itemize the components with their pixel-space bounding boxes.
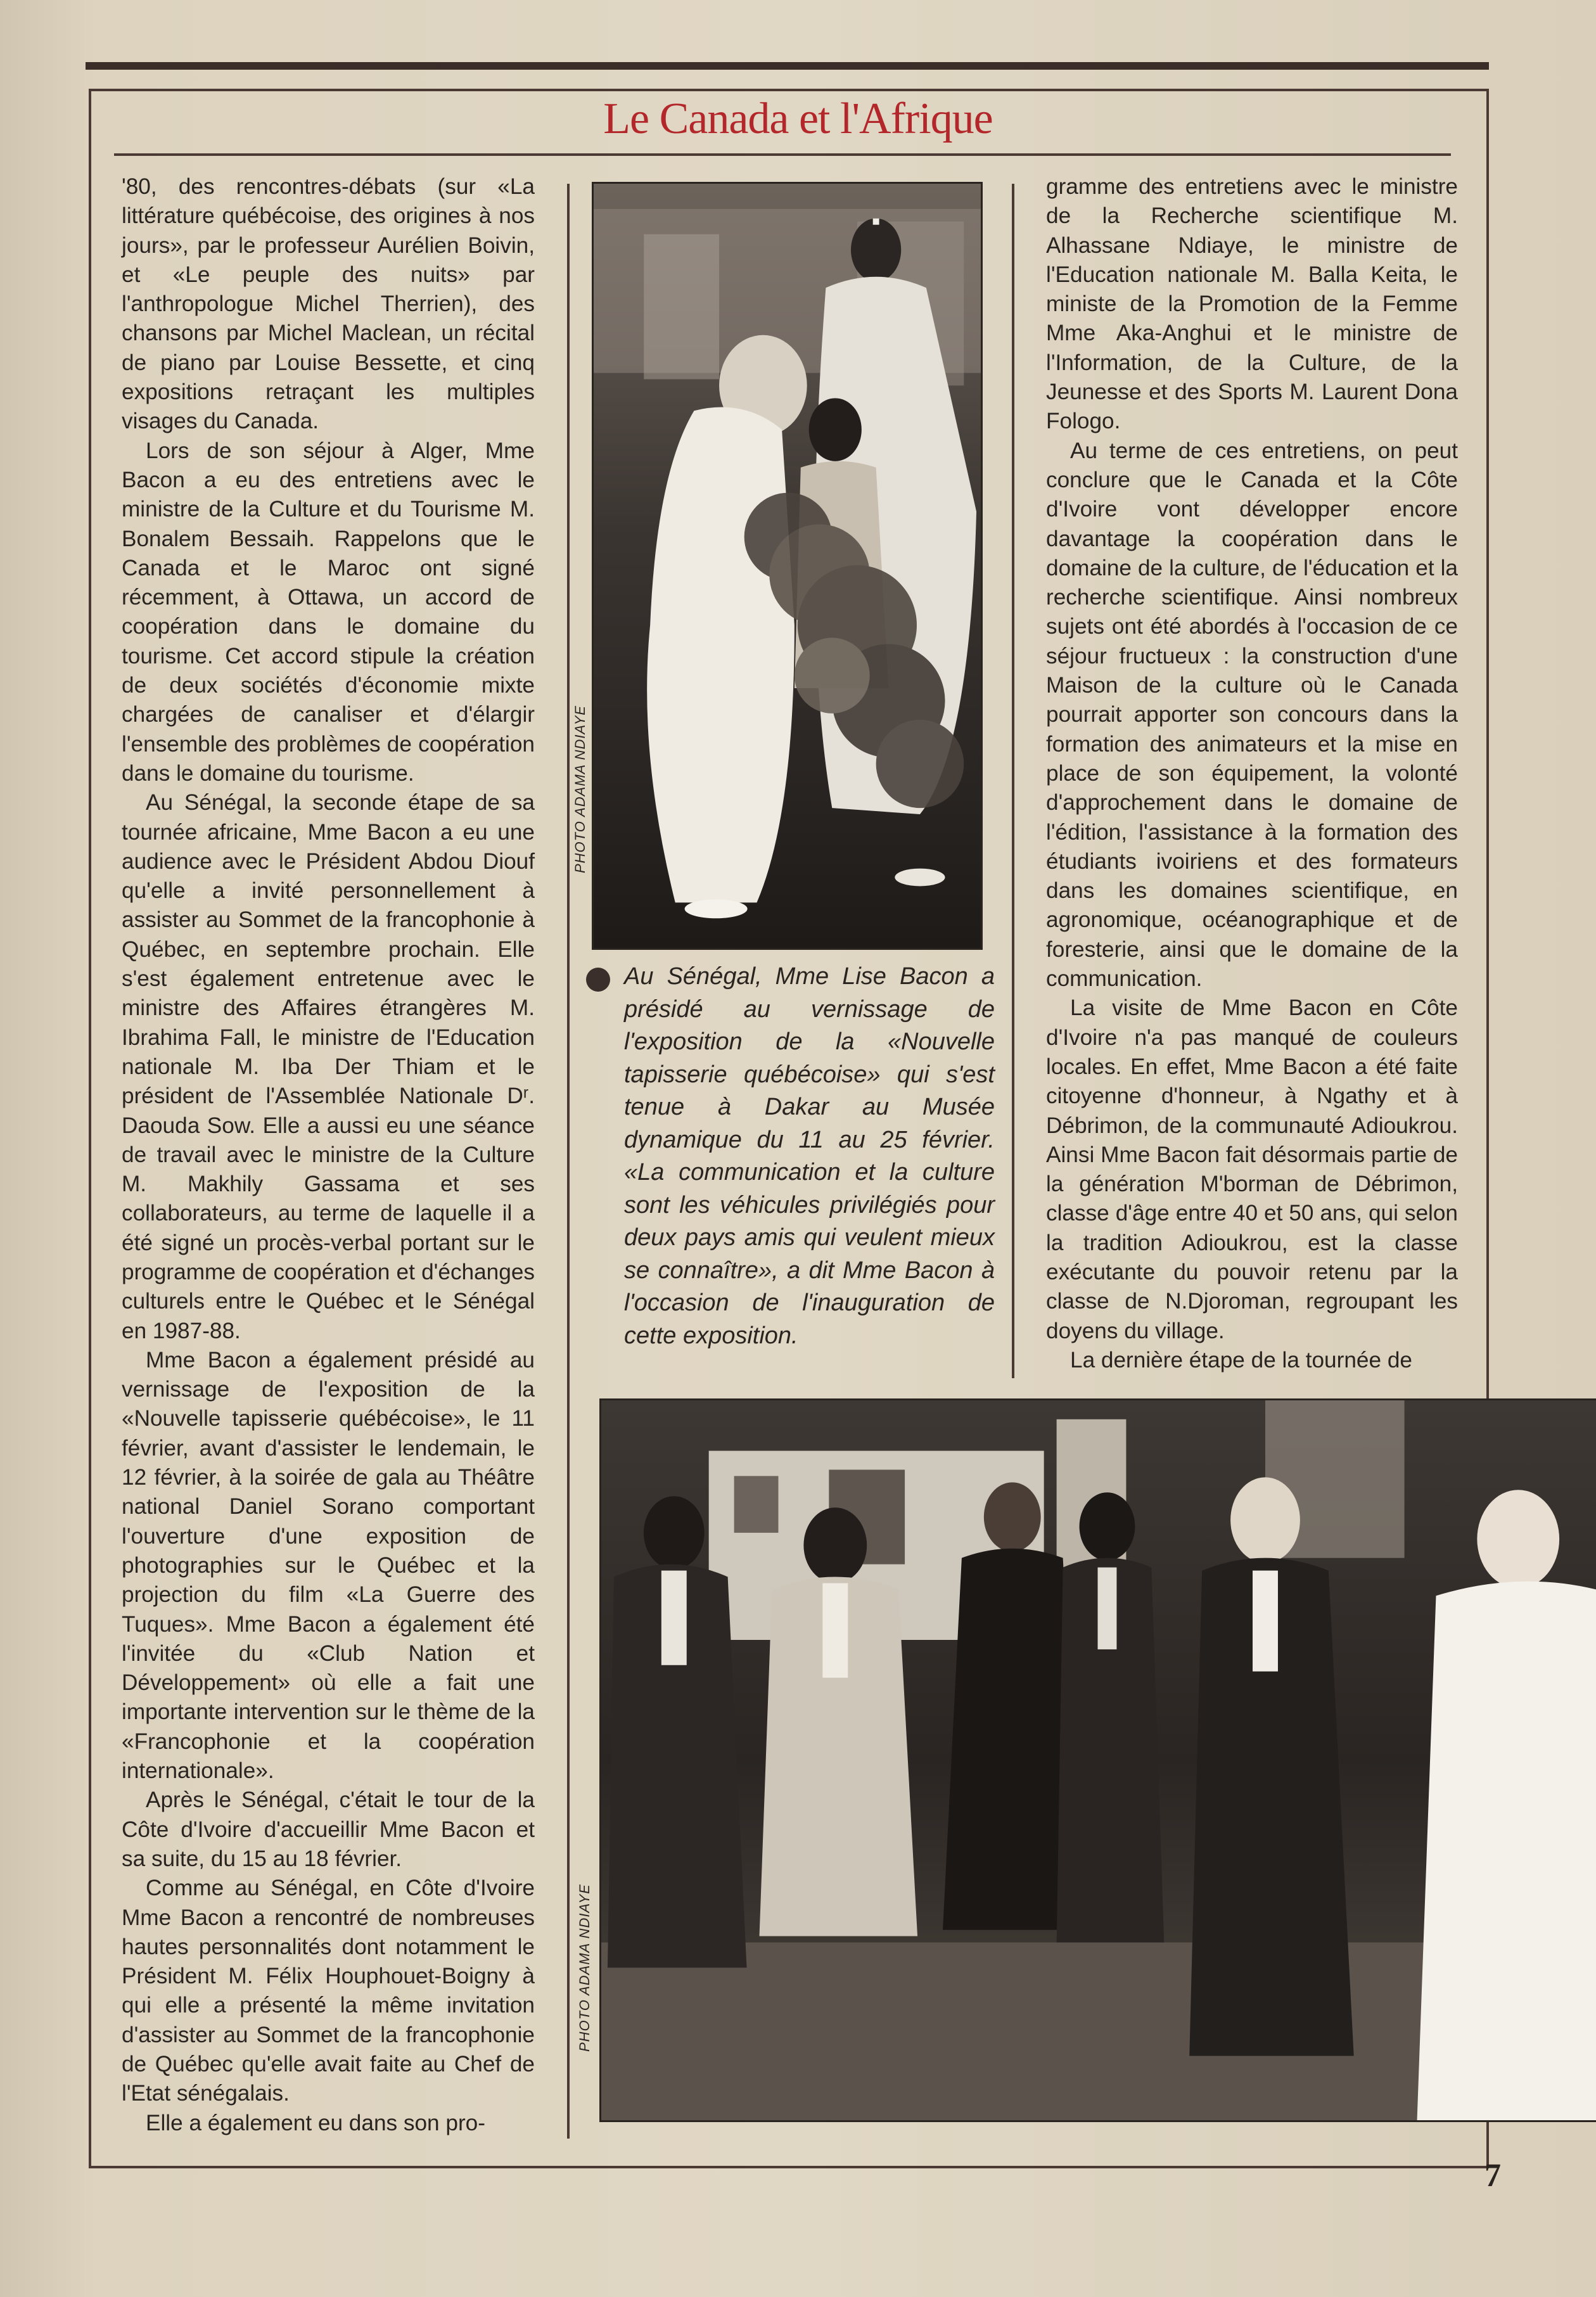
paragraph: La visite de Mme Bacon en Côte d'Ivoire n'a pas manqué de couleurs locales. En effet, Mme Bacon a été faite citoyenne d'honneur, à Ngathy et à Débrimon, de la communauté Adioukrou. Ainsi Mme Bacon fait désormais partie de la génération M'borman de Débrimon, classe d'âge entre 40 et 50 ans, qui selon la tradition Adioukrou, est la classe exécutante du pouvoir retenu par la classe de N.Djoroman, regroupant les doyens du village. xyxy=(1046,995,1458,1343)
page-number: 7 xyxy=(1484,2158,1501,2194)
photo-caption: Au Sénégal, Mme Lise Bacon a présidé au vernissage de l'exposition de la «Nouvelle tapisserie québécoise» qui s'est tenue à Dakar au Musée dynamique du 11 au 25 février. «La communication et la culture sont les véhicules privilégiés pour deux pays amis qui veulent mieux se connaître», a dit Mme Bacon à l'occasion de l'inauguration de cette exposition. xyxy=(624,963,995,1349)
paragraph: Mme Bacon a également présidé au vernissage de l'exposition de la «Nouvelle tapisserie québécoise», le 11 février, avant d'assister le lendemain, le 12 février, à la soirée de gala au Théâtre national Daniel Sorano comportant l'ouverture d'une exposition de photographies sur le Québec et la projection du film «La Guerre des Tuques». Mme Bacon a également été l'invitée du «Club Nation et Développement» où elle a fait une importante intervention sur le thème de la «Francophonie et la coopération internationale». xyxy=(122,1347,535,1784)
paragraph: Comme au Sénégal, en Côte d'Ivoire Mme Bacon a rencontré de nombreuses hautes personnalités dont notamment le Président M. Félix Houphouet-Boigny à qui elle a présenté la même invitation d'assister au Sommet de la francophonie de Québec qu'elle avait faite au Chef de l'Etat sénégalais. xyxy=(122,1876,535,2106)
paragraph: Au Sénégal, la seconde étape de sa tournée africaine, Mme Bacon a eu une audience avec le Président Abdou Diouf qu'elle a invité personnellement à assister au Sommet de la francophonie à Québec, en septembre prochain. Elle s'est également entretenue avec le ministre des Affaires étrangères M. Ibrahima Fall, le ministre de l'Education nationale M. Iba Der Thiam et le président de l'Assemblée Nationale Dʳ. Daouda Sow. Elle a aussi eu une séance de travail avec le ministre de la Culture M. Makhily Gassama et ses collaborateurs, au terme de laquelle il a été signé un procès-verbal portant sur le programme de coopération et d'échanges culturels entre le Québec et le Sénégal en 1987-88. xyxy=(122,790,535,1343)
photo-credit-bottom: PHOTO ADAMA NDIAYE xyxy=(577,1884,592,2052)
caption-bullet-icon xyxy=(586,968,610,992)
paragraph: Lors de son séjour à Alger, Mme Bacon a eu des entretiens avec le ministre de la Culture et du Tourisme M. Bonalem Bessaih. Rappelons que le Canada et le Maroc ont signé récemment, à Ottawa, un accord de coopération dans le domaine du tourisme. Cet accord stipule la création de deux sociétés d'économie mixte chargées de canaliser et d'élargir l'ensemble des problèmes de coopération dans le domaine du tourisme. xyxy=(122,438,535,786)
paragraph: La dernière étape de la tournée de xyxy=(1070,1347,1412,1372)
section-title: Le Canada et l'Afrique xyxy=(603,94,993,143)
photo-exhibition-group xyxy=(599,1398,1596,2122)
column-divider-right xyxy=(1012,184,1014,1378)
column-divider-left xyxy=(567,184,570,2139)
header-rule xyxy=(114,153,1451,156)
top-rule xyxy=(86,62,1489,70)
paragraph: '80, des rencontres-débats (sur «La littérature québécoise, des origines à nos jours», par le professeur Aurélien Boivin, et «Le peuple des nuits» par l'anthropologue Michel Therrien), des chansons par Michel Maclean, un récital de piano par Louise Bessette, et cinq expositions retraçant les multiples visages du Canada. xyxy=(122,174,535,434)
article-column-right xyxy=(1046,172,1458,1375)
paragraph: Elle a également eu dans son pro- xyxy=(146,2110,485,2135)
paragraph: Après le Sénégal, c'était le tour de la Côte d'Ivoire d'accueillir Mme Bacon et sa suite, du 15 au 18 février. xyxy=(122,1788,535,1871)
paragraph: Au terme de ces entretiens, on peut conclure que le Canada et la Côte d'Ivoire vont développer encore davantage la coopération dans le domaine de la culture, de l'éducation et la recherche scientifique. Ainsi nombreux sujets ont été abordés à l'occasion de ce séjour fructueux : la construction d'une Maison de la culture où le Canada pourrait apporter son concours dans la formation des animateurs et la mise en place de son équipement, la volonté d'approchement dans le domaine de l'édition, l'assistance à la formation des étudiants ivoiriens et des formateurs dans les domaines scientifique, en agronomique, océanographique et de foresterie, ainsi que le domaine de la communication. xyxy=(1046,438,1458,992)
photo-senegal-greeting xyxy=(592,182,983,950)
article-column-left xyxy=(122,172,535,2138)
photo-credit-top: PHOTO ADAMA NDIAYE xyxy=(572,705,588,873)
paragraph: gramme des entretiens avec le ministre de la Recherche scientifique M. Alhassane Ndiaye, le ministre de l'Education nationale M. Balla Keita, le ministe de la Promotion de la Femme Mme Aka-Anghui et le ministre de l'Information, de la Culture, de la Jeunesse et des Sports M. Laurent Dona Fologo. xyxy=(1046,174,1458,434)
